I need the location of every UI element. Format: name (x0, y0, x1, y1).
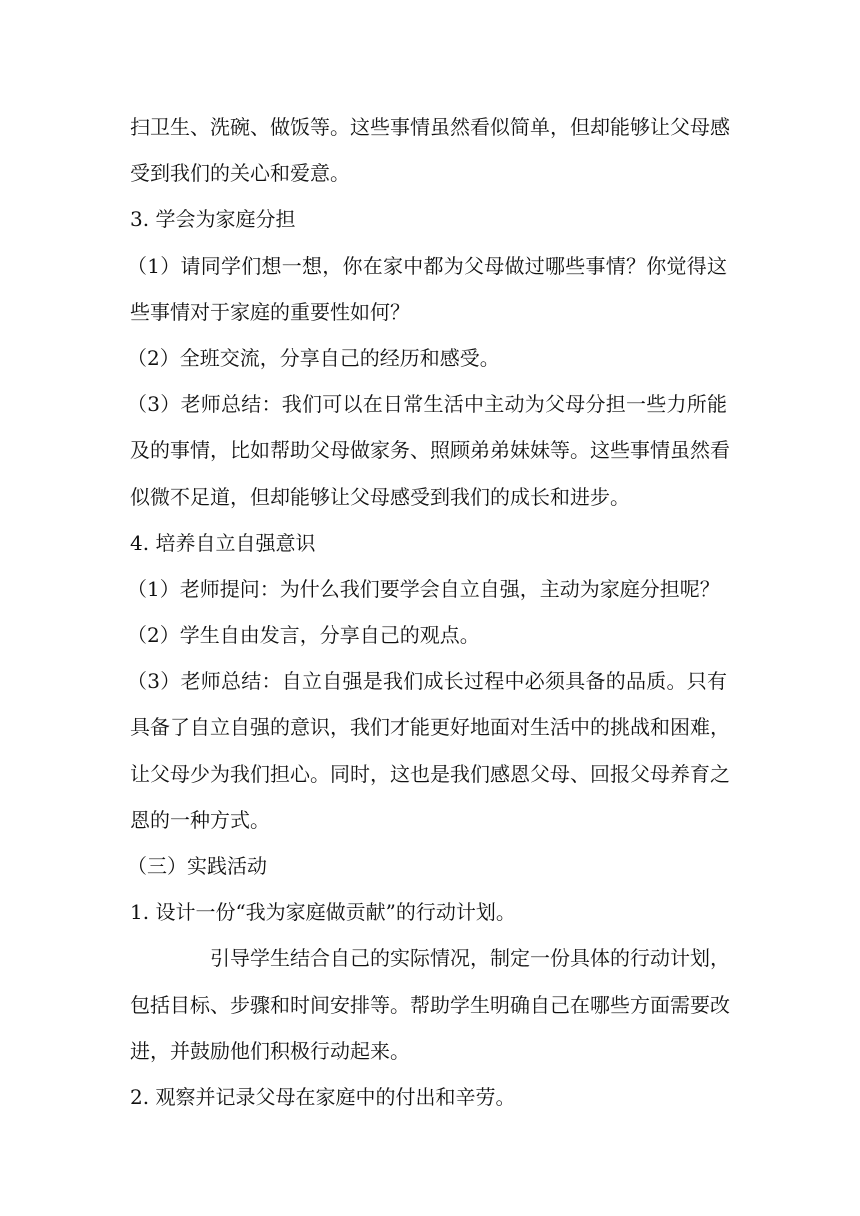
list-item-line: （1）请同学们想一想，你在家中都为父母做过哪些事情？你觉得这 (127, 253, 727, 278)
section-heading: （三）实践活动 (127, 854, 267, 878)
paragraph-line: 扫卫生、洗碗、做饭等。这些事情虽然看似简单，但却能够让父母感 (130, 115, 730, 139)
document-body (0, 104, 860, 1120)
list-item-line: （1）老师提问：为什么我们要学会自立自强，主动为家庭分担呢？ (127, 576, 720, 601)
paragraph-line: 具备了自立自强的意识，我们才能更好地面对生活中的挑战和困难， (130, 715, 730, 740)
paragraph-line: 似微不足道，但却能够让父母感受到我们的成长和进步。 (130, 484, 630, 509)
section-heading: 1. 设计一份“我为家庭做贡献”的行动计划。 (130, 900, 516, 925)
paragraph-line: 及的事情，比如帮助父母做家务、照顾弟弟妹妹等。这些事情虽然看 (130, 438, 730, 463)
paragraph-line: 进，并鼓励他们积极行动起来。 (130, 1038, 410, 1063)
section-heading: 3. 学会为家庭分担 (130, 207, 296, 232)
section-heading: 2. 观察并记录父母在家庭中的付出和辛劳。 (130, 1084, 516, 1109)
paragraph-line: 引导学生结合自己的实际情况，制定一份具体的行动计划， (210, 946, 730, 971)
paragraph-line: 受到我们的关心和爱意。 (130, 161, 350, 186)
list-item-line: （3）老师总结：我们可以在日常生活中主动为父母分担一些力所能 (127, 392, 727, 417)
section-heading: 4. 培养自立自强意识 (130, 530, 316, 555)
paragraph-line: 恩的一种方式。 (130, 807, 270, 832)
list-item-line: （3）老师总结：自立自强是我们成长过程中必须具备的品质。只有 (127, 669, 727, 694)
paragraph-line: 些事情对于家庭的重要性如何？ (130, 299, 410, 324)
paragraph-line: 包括目标、步骤和时间安排等。帮助学生明确自己在哪些方面需要改 (130, 992, 730, 1017)
list-item-line: （2）全班交流，分享自己的经历和感受。 (127, 345, 500, 370)
list-item-line: （2）学生自由发言，分享自己的观点。 (127, 623, 480, 648)
paragraph-line: 让父母少为我们担心。同时，这也是我们感恩父母、回报父母养育之 (130, 761, 730, 786)
